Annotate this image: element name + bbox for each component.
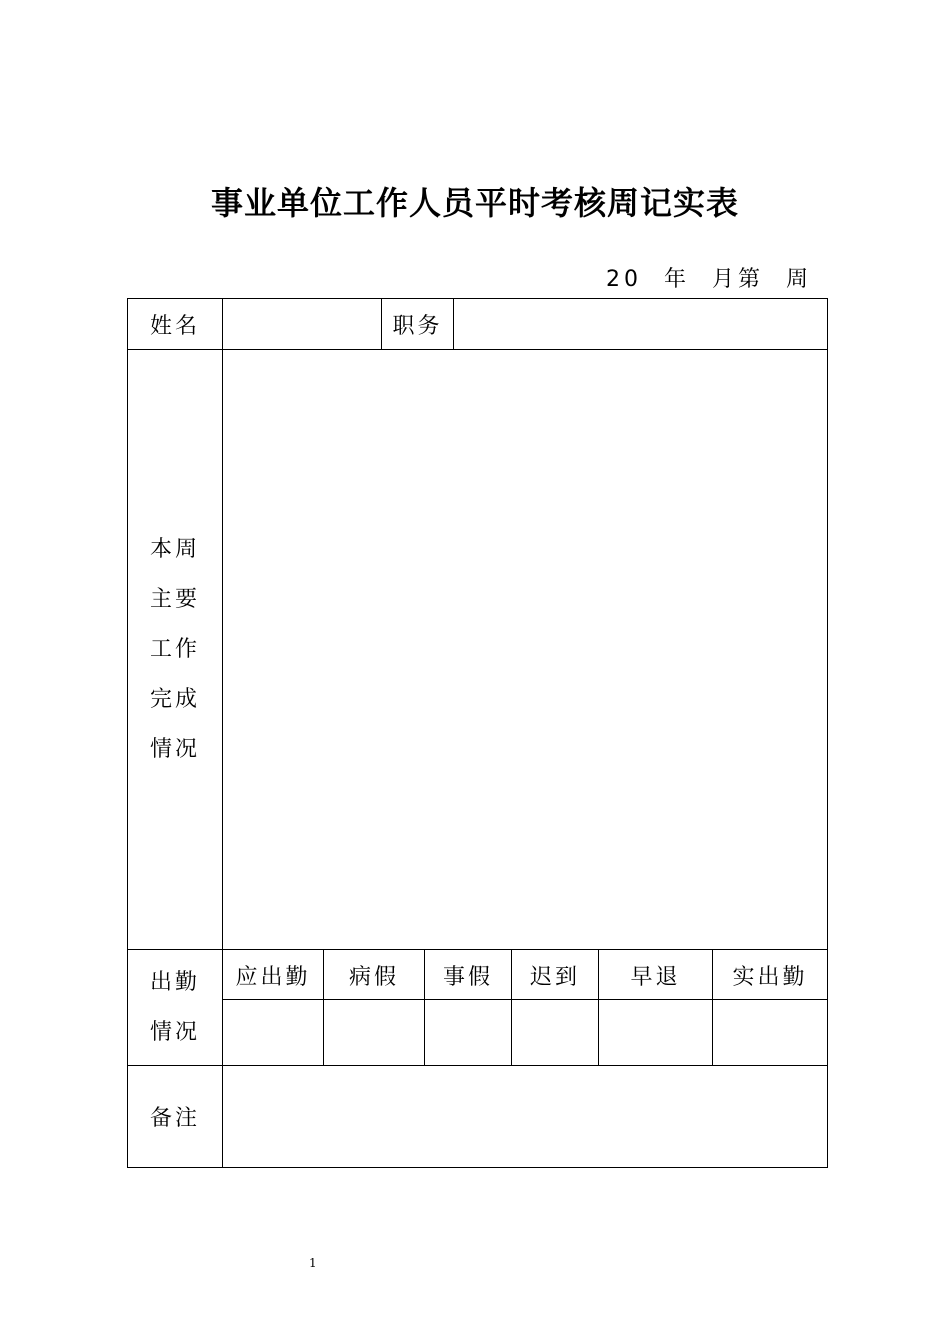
weekly-work-label-line: 工作 <box>149 636 200 662</box>
attendance-actual-field[interactable] <box>713 1000 827 1065</box>
table-border-bottom <box>127 1167 828 1168</box>
attendance-header-sick-leave: 病假 <box>348 965 399 990</box>
attendance-early-leave-field[interactable] <box>599 1000 712 1065</box>
position-label: 职务 <box>392 313 443 339</box>
table-border-right <box>827 298 828 1168</box>
attendance-sick-leave-field[interactable] <box>324 1000 424 1065</box>
remarks-field[interactable] <box>223 1066 827 1167</box>
attendance-label <box>128 950 222 1065</box>
attendance-header-actual: 实出勤 <box>732 965 808 990</box>
attendance-personal-leave-field[interactable] <box>425 1000 511 1065</box>
attendance-header-late: 迟到 <box>529 965 580 990</box>
attendance-expected-field[interactable] <box>223 1000 323 1065</box>
position-field[interactable] <box>454 299 827 349</box>
attendance-label-line: 情况 <box>149 1019 200 1045</box>
attendance-late-field[interactable] <box>512 1000 598 1065</box>
attendance-label-line: 出勤 <box>149 969 200 995</box>
weekly-work-label <box>128 350 222 949</box>
form-title: 事业单位工作人员平时考核周记实表 <box>210 184 739 222</box>
date-week-line: 20 年 月第 周 <box>606 267 812 292</box>
remarks-label: 备注 <box>149 1106 200 1131</box>
attendance-header-personal-leave: 事假 <box>442 965 493 990</box>
weekly-work-label-line: 完成 <box>149 686 200 712</box>
name-field[interactable] <box>223 299 381 349</box>
name-label: 姓名 <box>149 313 200 339</box>
page-number: 1 <box>309 1256 317 1270</box>
weekly-work-label-line: 本周 <box>149 536 200 562</box>
weekly-work-label-line: 情况 <box>149 736 200 762</box>
attendance-header-expected: 应出勤 <box>235 965 311 990</box>
weekly-work-field[interactable] <box>223 350 827 949</box>
weekly-work-label-line: 主要 <box>149 586 200 612</box>
attendance-header-early-leave: 早退 <box>630 965 681 990</box>
